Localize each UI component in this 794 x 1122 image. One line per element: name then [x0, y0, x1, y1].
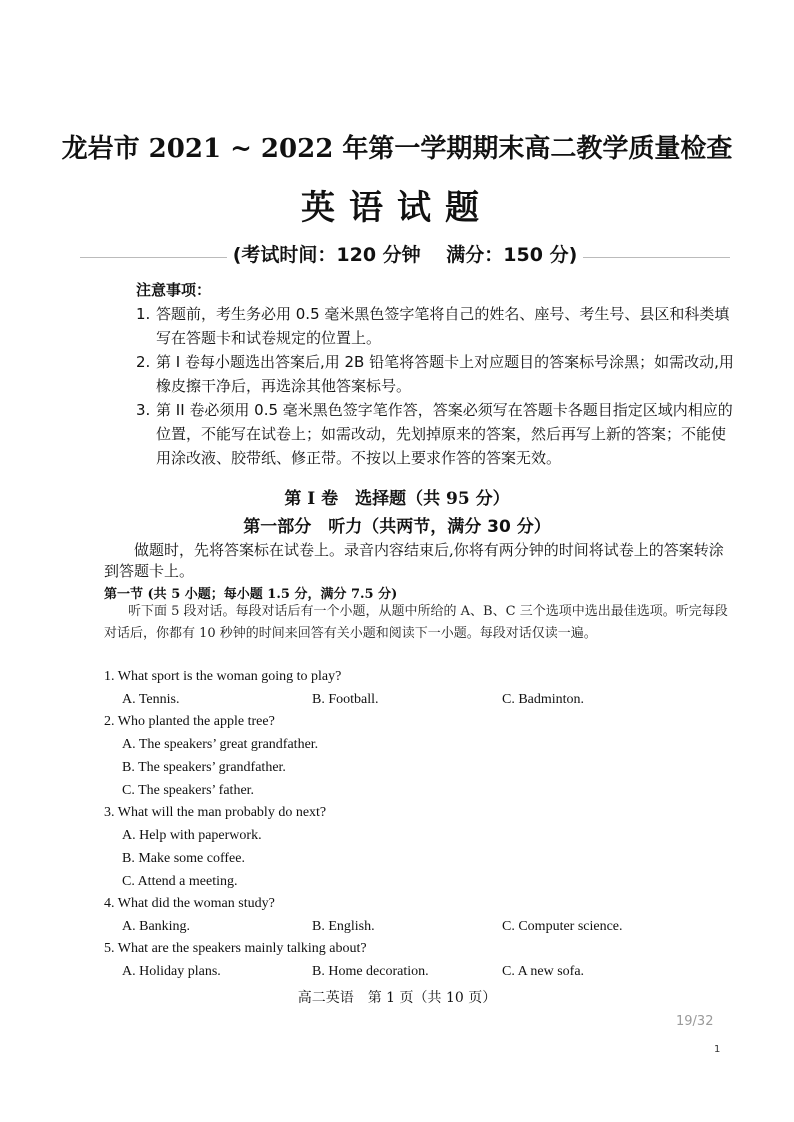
notice-item-text: 第 II 卷必须用 0.5 毫米黑色签字笔作答，答案必须写在答题卡各题目指定区域内相应的位置，不能写在试卷上；如需改动，先划掉原来的答案，然后再写上新的答案；不能使用涂改液、胶带纸、修正带。不按以上要求作答的答案无效。 [156, 401, 733, 467]
notice-item-text: 答题前，考生务必用 0.5 毫米黑色签字笔将自己的姓名、座号、考生号、县区和科类填写在答题卡和试卷规定的位置上。 [156, 305, 730, 347]
section-instruction: 做题时，先将答案标在试卷上。录音内容结束后,你将有两分钟的时间将试卷上的答案转涂到答题卡上。 [104, 541, 724, 580]
exam-info: (考试时间：120 分钟 满分：150 分) [227, 244, 584, 266]
notice-section [136, 278, 736, 470]
question-options [104, 688, 724, 711]
question-stem: 3. What will the man probably do next? [104, 805, 327, 820]
question-stem: 2. Who planted the apple tree? [104, 714, 275, 729]
question-4 [104, 893, 724, 938]
notice-item [136, 350, 736, 398]
option-a: A. Tennis. [122, 692, 180, 707]
question-5 [104, 938, 724, 983]
question-2 [104, 711, 724, 802]
notice-item [136, 302, 736, 350]
notice-item-text: 第 I 卷每小题选出答案后,用 2B 铅笔将答题卡上对应题目的答案标号涂黑；如需改动,用橡皮擦干净后，再选涂其他答案标号。 [156, 353, 734, 395]
notice-title: 注意事项： [136, 281, 212, 299]
question-options [104, 733, 724, 802]
page-footer: 高二英语 第 1 页（共 10 页） [297, 990, 497, 1006]
option-a: A. Holiday plans. [122, 964, 221, 979]
subsection-instruction: 听下面 5 段对话。每段对话后有一个小题，从题中所给的 A、B、C 三个选项中选出最佳选项。听完每段对话后，你都有 10 秒钟的时间来回答有关小题和阅读下一小题。每段对话仅读一遍。 [104, 604, 728, 641]
question-stem: 4. What did the woman study? [104, 896, 275, 911]
question-3 [104, 802, 724, 893]
page-number: 1 [714, 1044, 721, 1055]
exam-title: 龙岩市 2021 ~ 2022 年第一学期期末高二教学质量检查 [61, 134, 733, 164]
subject-title: 英语试题 [301, 188, 493, 228]
option-c: C. Attend a meeting. [122, 874, 238, 889]
option-b: B. English. [312, 919, 375, 934]
section-title: 第一部分 听力（共两节，满分 30 分） [243, 517, 551, 537]
option-a: A. The speakers’ great grandfather. [122, 737, 319, 752]
option-b: B. Make some coffee. [122, 851, 245, 866]
question-options [104, 915, 724, 938]
question-stem: 5. What are the speakers mainly talking about? [104, 941, 367, 956]
notice-item-number: 1. [136, 305, 151, 323]
option-c: C. Computer science. [502, 919, 623, 934]
option-a: A. Help with paperwork. [122, 828, 262, 843]
question-options [104, 824, 724, 893]
question-options [104, 960, 724, 983]
question-stem: 1. What sport is the woman going to play? [104, 669, 342, 684]
option-a: A. Banking. [122, 919, 191, 934]
notice-item-number: 3. [136, 401, 151, 419]
question-list [104, 666, 724, 983]
option-b: B. Home decoration. [312, 964, 429, 979]
question-1 [104, 666, 724, 711]
subsection-header: 第一节 (共 5 小题；每小题 1.5 分，满分 7.5 分) [104, 587, 398, 602]
option-c: C. A new sofa. [502, 964, 585, 979]
part-title: 第 I 卷 选择题（共 95 分） [284, 489, 510, 509]
page-indicator: 19/32 [676, 1014, 714, 1029]
exam-info-row [80, 240, 730, 272]
option-b: B. Football. [312, 692, 379, 707]
option-c: C. The speakers’ father. [122, 783, 255, 798]
notice-item [136, 398, 736, 470]
option-b: B. The speakers’ grandfather. [122, 760, 286, 775]
notice-item-number: 2. [136, 353, 151, 371]
option-c: C. Badminton. [502, 692, 585, 707]
